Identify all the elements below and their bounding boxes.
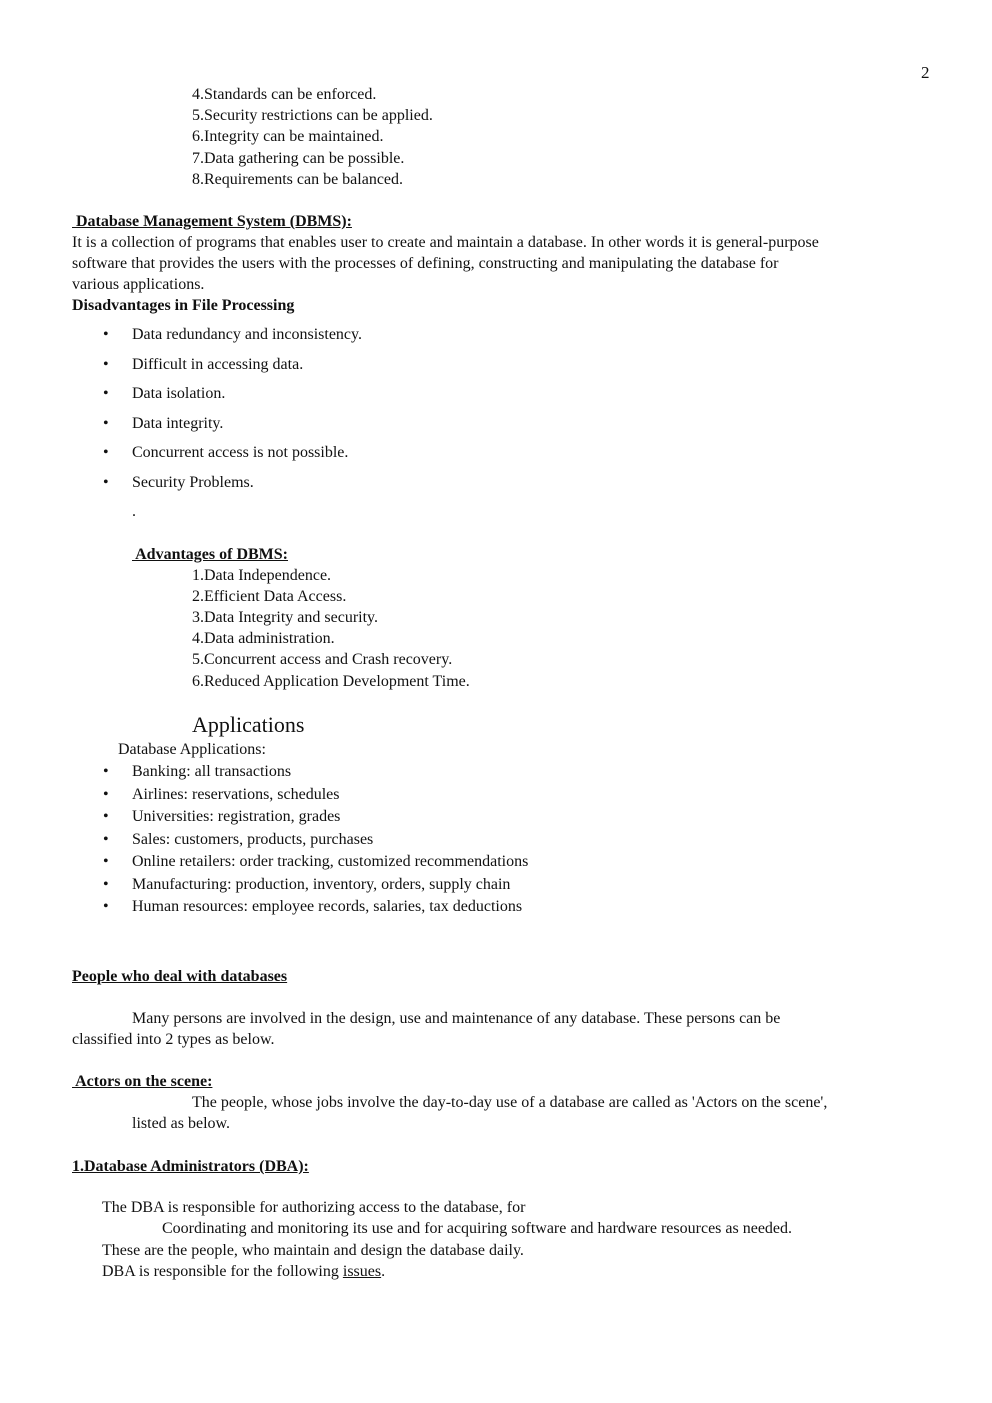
list-item: 2.Efficient Data Access. [192, 588, 347, 605]
list-item: 6.Integrity can be maintained. [192, 128, 384, 145]
list-item: • Online retailers: order tracking, customized recommendations [132, 851, 528, 872]
dbms-paragraph-line: various applications. [72, 276, 205, 293]
list-item: 6.Reduced Application Development Time. [192, 673, 470, 690]
list-item: 1.Data Independence. [192, 567, 332, 584]
dba-last-line [102, 1261, 385, 1282]
dbms-paragraph-line: software that provides the users with the processes of defining, constructing and manipulating the database for [72, 255, 779, 272]
list-item: • Universities: registration, grades [132, 806, 340, 827]
list-item: • Sales: customers, products, purchases [132, 829, 373, 850]
list-item: • Data integrity. [132, 413, 223, 434]
list-item: 7.Data gathering can be possible. [192, 150, 405, 167]
applications-title: Applications [192, 712, 305, 737]
actors-heading: Actors on the scene: [72, 1073, 213, 1090]
disadvantages-heading: Disadvantages in File Processing [72, 297, 295, 314]
list-item: 5.Concurrent access and Crash recovery. [192, 651, 453, 668]
actors-paragraph-line: The people, whose jobs involve the day-to-day use of a database are called as 'Actors on the scene', [192, 1094, 828, 1111]
list-item: 4.Standards can be enforced. [192, 86, 377, 103]
list-item: 3.Data Integrity and security. [192, 609, 379, 626]
dbms-paragraph-line: It is a collection of programs that enables user to create and maintain a database. In other words it is general-purpose [72, 234, 819, 251]
dba-paragraph-line: The DBA is responsible for authorizing access to the database, for [102, 1199, 526, 1216]
list-item: • Concurrent access is not possible. [132, 442, 348, 463]
actors-paragraph-line: listed as below. [132, 1115, 231, 1132]
people-heading: People who deal with databases [72, 968, 288, 985]
list-item: • Human resources: employee records, salaries, tax deductions [132, 896, 522, 917]
list-item: • Data isolation. [132, 383, 225, 404]
advantages-heading: Advantages of DBMS: [132, 546, 289, 563]
trailing-dot: . [132, 503, 136, 520]
list-item: 8.Requirements can be balanced. [192, 171, 404, 188]
people-paragraph-line: classified into 2 types as below. [72, 1031, 275, 1048]
dba-last-line-suffix: . [381, 1263, 386, 1280]
list-item: 5.Security restrictions can be applied. [192, 107, 433, 124]
applications-subtitle: Database Applications: [118, 741, 266, 758]
list-item: • Banking: all transactions [132, 761, 291, 782]
dba-heading: 1.Database Administrators (DBA): [72, 1158, 309, 1175]
dba-paragraph-line: Coordinating and monitoring its use and for acquiring software and hardware resources as needed. [162, 1220, 793, 1237]
issues-link[interactable]: issues [342, 1263, 382, 1280]
dba-paragraph-line: These are the people, who maintain and design the database daily. [102, 1242, 524, 1259]
dbms-heading: Database Management System (DBMS): [72, 213, 352, 230]
page-number: 2 [921, 63, 930, 82]
list-item: • Difficult in accessing data. [132, 354, 303, 375]
list-item: 4.Data administration. [192, 630, 335, 647]
list-item: • Security Problems. [132, 472, 254, 493]
list-item: • Airlines: reservations, schedules [132, 784, 340, 805]
list-item: • Data redundancy and inconsistency. [132, 324, 362, 345]
people-paragraph-line: Many persons are involved in the design, use and maintenance of any database. These persons can be [132, 1010, 781, 1027]
dba-last-line-prefix: DBA is responsible for the following [102, 1263, 343, 1280]
list-item: • Manufacturing: production, inventory, orders, supply chain [132, 874, 510, 895]
